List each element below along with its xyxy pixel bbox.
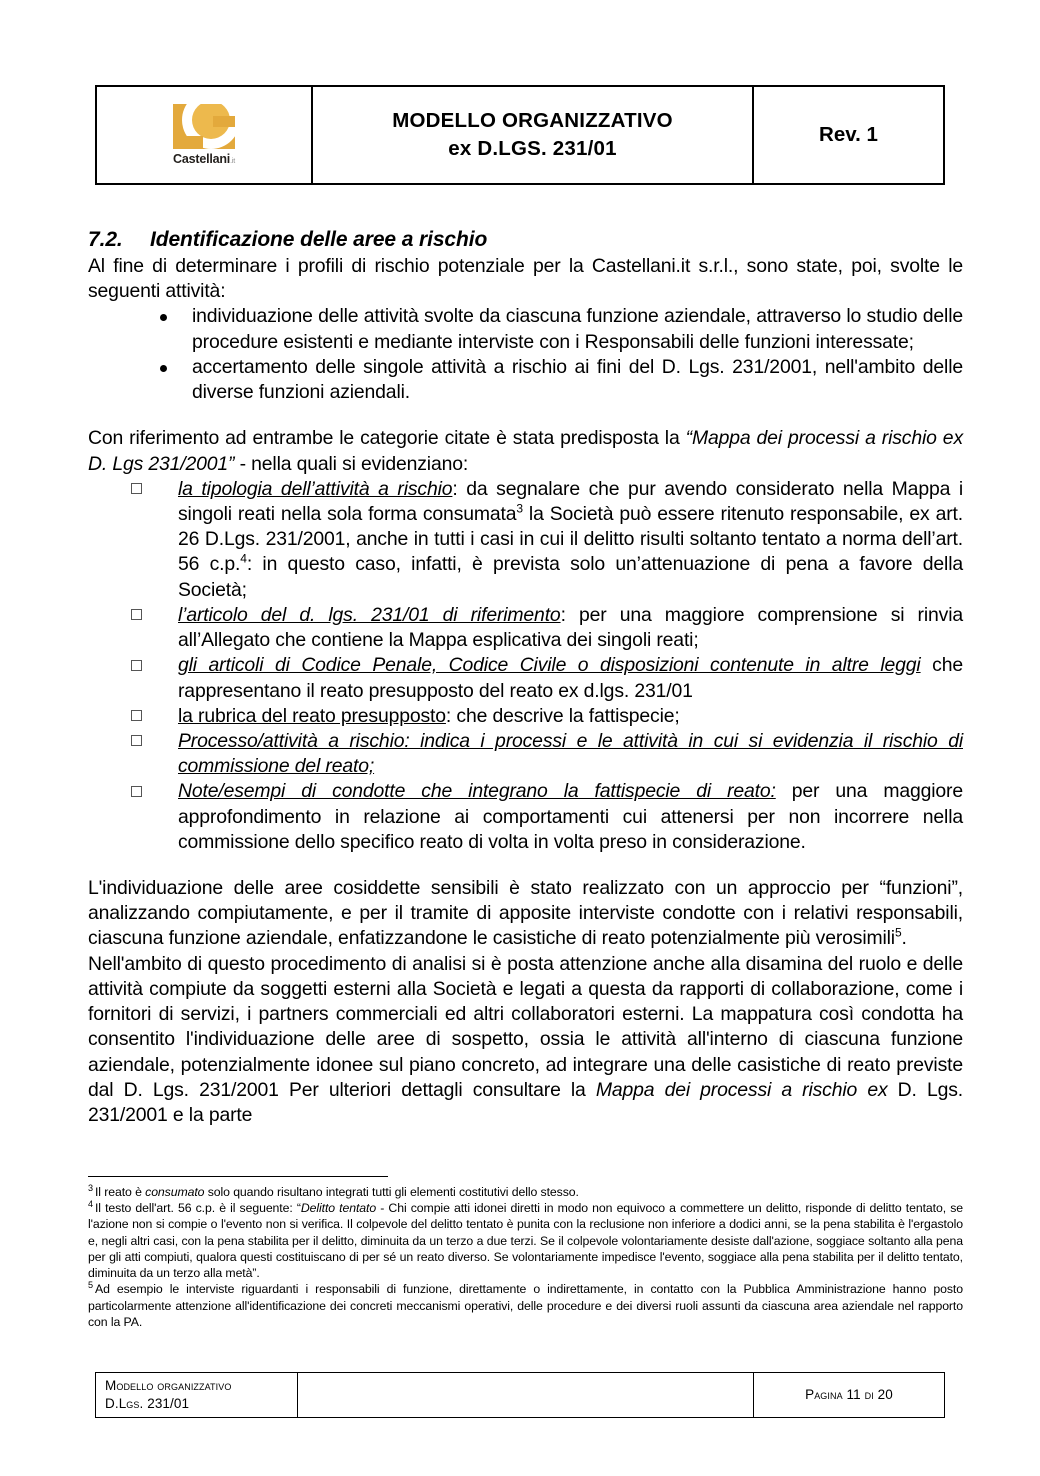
list-item-lead: la rubrica del reato presupposto — [178, 704, 446, 727]
footnote-5-marker: 5 — [88, 1280, 93, 1291]
list-item — [150, 355, 963, 405]
document-header-table — [95, 85, 945, 185]
list-item-lead: l’articolo del d. lgs. 231/01 di riferimento — [178, 603, 561, 626]
list-item-lead: Note/esempi di condotte che integrano la fattispecie di reato: — [178, 780, 776, 803]
footnote-3-text-a: Il reato è — [94, 1185, 146, 1199]
section-number: 7.2. — [88, 228, 123, 251]
header-title-cell — [313, 87, 754, 183]
logo-wordmark — [173, 152, 235, 166]
document-body — [88, 228, 963, 1128]
mappa-intro-after: - nella quali si evidenziano: — [234, 452, 469, 475]
logo-wordmark-text: Castellani — [173, 152, 231, 166]
bullet-square-icon — [131, 735, 142, 746]
analysis-paragraph-2-italic: Mappa dei processi a rischio ex — [595, 1078, 888, 1101]
list-item-text-1: : che descrive la fattispecie; — [445, 704, 680, 727]
document-footer-table — [95, 1372, 945, 1418]
section-title: Identificazione delle aree a rischio — [150, 228, 488, 251]
list-item — [126, 477, 963, 603]
mappa-intro-paragraph — [88, 426, 963, 476]
list-item-text-1: : per una maggiore comprensione si rinvia all’Allegato che contiene la Mappa esplicativa dei singoli reati; — [178, 603, 963, 652]
analysis-paragraph-2 — [88, 952, 963, 1129]
analysis-paragraph-1-text: L'individuazione delle aree cosiddette sensibili è stato realizzato con un approccio per “funzioni”, analizzando compiutamente, e per il tramite di apposite interviste condotte con i relativi responsabili, ciascuna funzione aziendale, enfatizzandone le casistiche di reato potenzialmente più verosimili — [88, 877, 963, 950]
bullet-dot-icon — [160, 314, 167, 321]
activities-bullet-list — [88, 304, 963, 405]
bullet-square-icon — [131, 786, 142, 797]
footnote-ref-5: 5 — [894, 926, 902, 940]
analysis-paragraph-2-tail: D. Lgs. 231/2001 e la parte — [88, 1078, 963, 1126]
list-item-text: accertamento delle singole attività a rischio ai fini del D. Lgs. 231/2001, nell'ambito delle diverse funzioni aziendali. — [192, 355, 963, 404]
footnotes-section — [88, 1176, 963, 1330]
castellani-logo-mark-icon — [173, 104, 235, 149]
footnote-4-text-b: - Chi compie atti idonei diretti in modo non equivoco a commettere un delitto, risponde di delitto tentato, se l'azione non si compie o l'evento non si verifica. Il colpevole del delitto tentato è punita con la reclusione non inferiore a dodici anni, se la pena stabilita è l'ergastolo e, negli altri casi, con la pena stabilita per il delitto, diminuita da un terzo a due terzi. Se il colpevole volontariamente desiste dall'azione, soggiace soltanto alla pena per gli atti compiuti, qualora questi costituiscano di per sé un reato diverso. Se volontariamente impedisce l'evento, soggiace alla pena stabilita per il delitto tentato, diminuita da un terzo alla metà”. — [88, 1201, 963, 1281]
section-heading — [88, 228, 963, 252]
footnote-3-italic: consumato — [145, 1185, 205, 1199]
mappa-intro-quoted: “Mappa dei processi a rischio ex D. Lgs 231/2001” — [88, 427, 963, 475]
bullet-square-icon — [131, 710, 142, 721]
header-revision-cell — [754, 87, 943, 183]
list-item-text-1: per una maggiore approfondimento in relazione ai comportamenti cui attenersi per non incorrere nella commissione dello specifico reato di volta in volta preso in considerazione. — [178, 780, 963, 853]
footnote-5 — [88, 1281, 963, 1330]
footer-doc-title: Modello organizzativo — [105, 1378, 232, 1394]
list-item-lead: gli articoli di Codice Penale, Codice Civile o disposizioni contenute in altre leggi — [178, 654, 921, 677]
list-item-text-1: che rappresentano il reato presupposto del reato ex d.lgs. 231/01 — [178, 654, 963, 702]
footnote-3-marker: 3 — [88, 1182, 93, 1193]
list-item-text-3: : in questo caso, infatti, è prevista solo un’attenuazione di pena a favore della Società; — [178, 553, 963, 601]
header-logo-cell — [97, 87, 313, 183]
list-item — [150, 304, 963, 354]
list-item — [126, 603, 963, 653]
list-item-lead: Processo/attività a rischio: indica i processi e le attività in cui si evidenzia il rischio di commissione del reato; — [178, 729, 963, 778]
footer-doc-ref: D.Lgs. 231/01 — [105, 1396, 190, 1411]
list-item — [126, 653, 963, 703]
footer-center-cell — [298, 1373, 754, 1417]
footnote-3-text-b: solo quando risultano integrati tutti gli elementi costitutivi dello stesso. — [204, 1185, 579, 1199]
list-item — [126, 704, 963, 729]
bullet-square-icon — [131, 660, 142, 671]
footnote-separator-rule — [88, 1176, 388, 1177]
footer-page-number-text: Pagina 11 di 20 — [805, 1387, 893, 1403]
list-item-lead: la tipologia dell’attività a rischio — [178, 477, 453, 500]
section-intro-paragraph: Al fine di determinare i profili di rischio potenziale per la Castellani.it s.r.l., sono state, poi, svolte le seguenti attività: — [88, 255, 963, 303]
analysis-paragraph-1 — [88, 876, 963, 952]
footer-page-number — [754, 1373, 944, 1417]
footnote-4-marker: 4 — [88, 1199, 93, 1210]
footnote-ref-4: 4 — [240, 551, 247, 566]
list-item — [126, 729, 963, 779]
logo-wordmark-suffix: .it — [230, 158, 235, 165]
footnote-4-italic: Delitto tentato — [300, 1201, 377, 1216]
list-item — [126, 779, 963, 855]
bullet-square-icon — [131, 609, 142, 620]
bullet-square-icon — [131, 483, 142, 494]
header-revision-label: Rev. 1 — [819, 123, 878, 146]
castellani-logo — [148, 104, 260, 166]
mappa-intro-before: Con riferimento ad entrambe le categorie citate è stata predisposta la — [88, 427, 686, 450]
list-item-text-1: : da segnalare che pur avendo considerato nella Mappa i singoli reati nella sola forma consumata — [178, 477, 964, 525]
header-title-line-2: ex D.LGS. 231/01 — [448, 137, 617, 160]
footnote-3 — [88, 1184, 963, 1200]
list-item-text-2: la Società può essere ritenuto responsabile, ex art. 26 D.Lgs. 231/2001, anche in tutti i casi in cui il delitto risulti soltanto tentato a norma dell’art. 56 c.p. — [178, 502, 963, 576]
footnote-4 — [88, 1200, 963, 1281]
footnote-5-text-a: Ad esempio le interviste riguardanti i responsabili di funzione, direttamente o indirettamente, in contatto con la Pubblica Amministrazione hanno posto particolarmente attenzione all'identificazione dei concreti meccanismi operativi, delle procedure e dei diversi ruoli assunti da ciascuna area aziendale nel rapporto con la PA. — [88, 1282, 963, 1329]
analysis-paragraph-2-text: Nell'ambito di questo procedimento di analisi si è posta attenzione anche alla disamina del ruolo e delle attività compiute da soggetti esterni alla Società e legati a questa da rapporti di collaborazione, come i fornitori di servizi, i partners commerciali ed altri collaboratori esterni. La mappatura così condotta ha consentito l'individuazione delle aree di sospetto, ossia le attività all'interno di ciascuna funzione aziendale, potenzialmente idonee sul piano concreto, ad integrare una delle casistiche di reato previste dal D. Lgs. 231/2001 Per ulteriori dettagli consultare la — [88, 952, 963, 1101]
footnote-4-text-a: Il testo dell'art. 56 c.p. è il seguente: “ — [94, 1201, 301, 1216]
bullet-dot-icon — [160, 365, 167, 372]
mappa-contents-list — [88, 477, 963, 855]
footnote-ref-3: 3 — [516, 501, 523, 516]
analysis-paragraph-1-tail: . — [901, 927, 907, 950]
list-item-text: individuazione delle attività svolte da ciascuna funzione aziendale, attraverso lo studio delle procedure esistenti e mediante interviste con i Responsabili delle funzioni interessate; — [192, 305, 963, 353]
footer-left-cell — [96, 1373, 298, 1417]
header-title-line-1: MODELLO ORGANIZZATIVO — [392, 109, 673, 133]
